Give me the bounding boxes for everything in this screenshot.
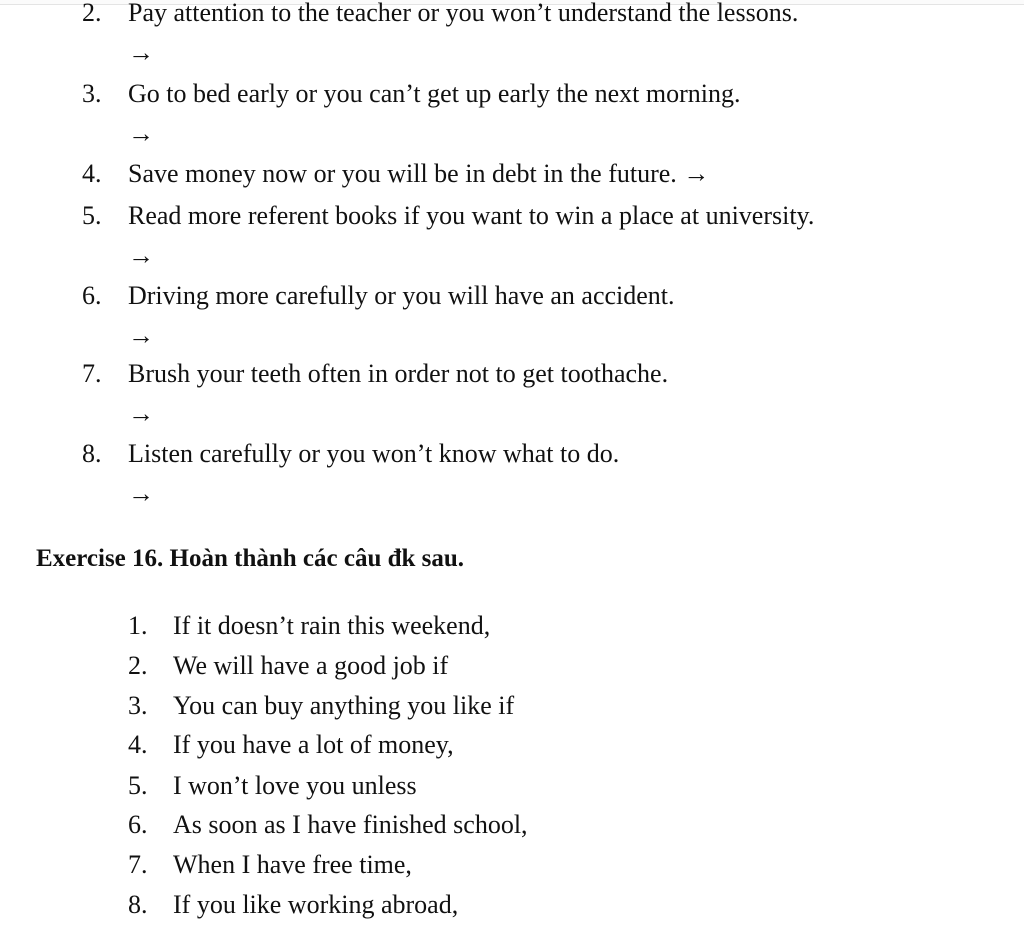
item-number: 1. <box>128 611 148 640</box>
exercise-heading: Exercise 16. Hoàn thành các câu đk sau. <box>36 545 465 572</box>
item-text: If you have a lot of money, <box>173 730 454 759</box>
item-text: Read more referent books if you want to win a place at university. <box>128 201 815 230</box>
item-text: When I have free time, <box>173 850 412 879</box>
item-number: 5. <box>82 201 102 230</box>
answer-arrow: → <box>128 119 154 148</box>
item-text: Brush your teeth often in order not to get toothache. <box>128 359 669 388</box>
item-number: 6. <box>82 281 102 310</box>
item-text: We will have a good job if <box>173 651 449 680</box>
item-number: 2. <box>82 0 102 27</box>
item-number: 6. <box>128 810 148 839</box>
item-number: 4. <box>82 159 102 188</box>
answer-arrow: → <box>128 241 154 270</box>
answer-arrow: → <box>128 479 154 508</box>
item-text: Listen carefully or you won’t know what to do. <box>128 439 620 468</box>
item-text: As soon as I have finished school, <box>173 810 528 839</box>
answer-arrow: → <box>128 38 154 67</box>
item-text: Pay attention to the teacher or you won’t understand the lessons. <box>128 0 799 27</box>
item-text: Driving more carefully or you will have an accident. <box>128 281 675 310</box>
item-number: 8. <box>128 890 148 919</box>
item-number: 3. <box>128 691 148 720</box>
item-number: 4. <box>128 730 148 759</box>
item-text: You can buy anything you like if <box>173 691 515 720</box>
item-number: 5. <box>128 771 148 800</box>
item-number: 3. <box>82 79 102 108</box>
item-text: I won’t love you unless <box>173 771 417 800</box>
item-text: If you like working abroad, <box>173 890 459 919</box>
answer-arrow: → <box>128 321 154 350</box>
item-text: If it doesn’t rain this weekend, <box>173 611 491 640</box>
item-number: 8. <box>82 439 102 468</box>
answer-arrow: → <box>128 399 154 428</box>
item-number: 7. <box>82 359 102 388</box>
item-text: Go to bed early or you can’t get up early the next morning. <box>128 79 741 108</box>
item-number: 7. <box>128 850 148 879</box>
item-number: 2. <box>128 651 148 680</box>
item-text: Save money now or you will be in debt in the future. → <box>128 159 710 188</box>
